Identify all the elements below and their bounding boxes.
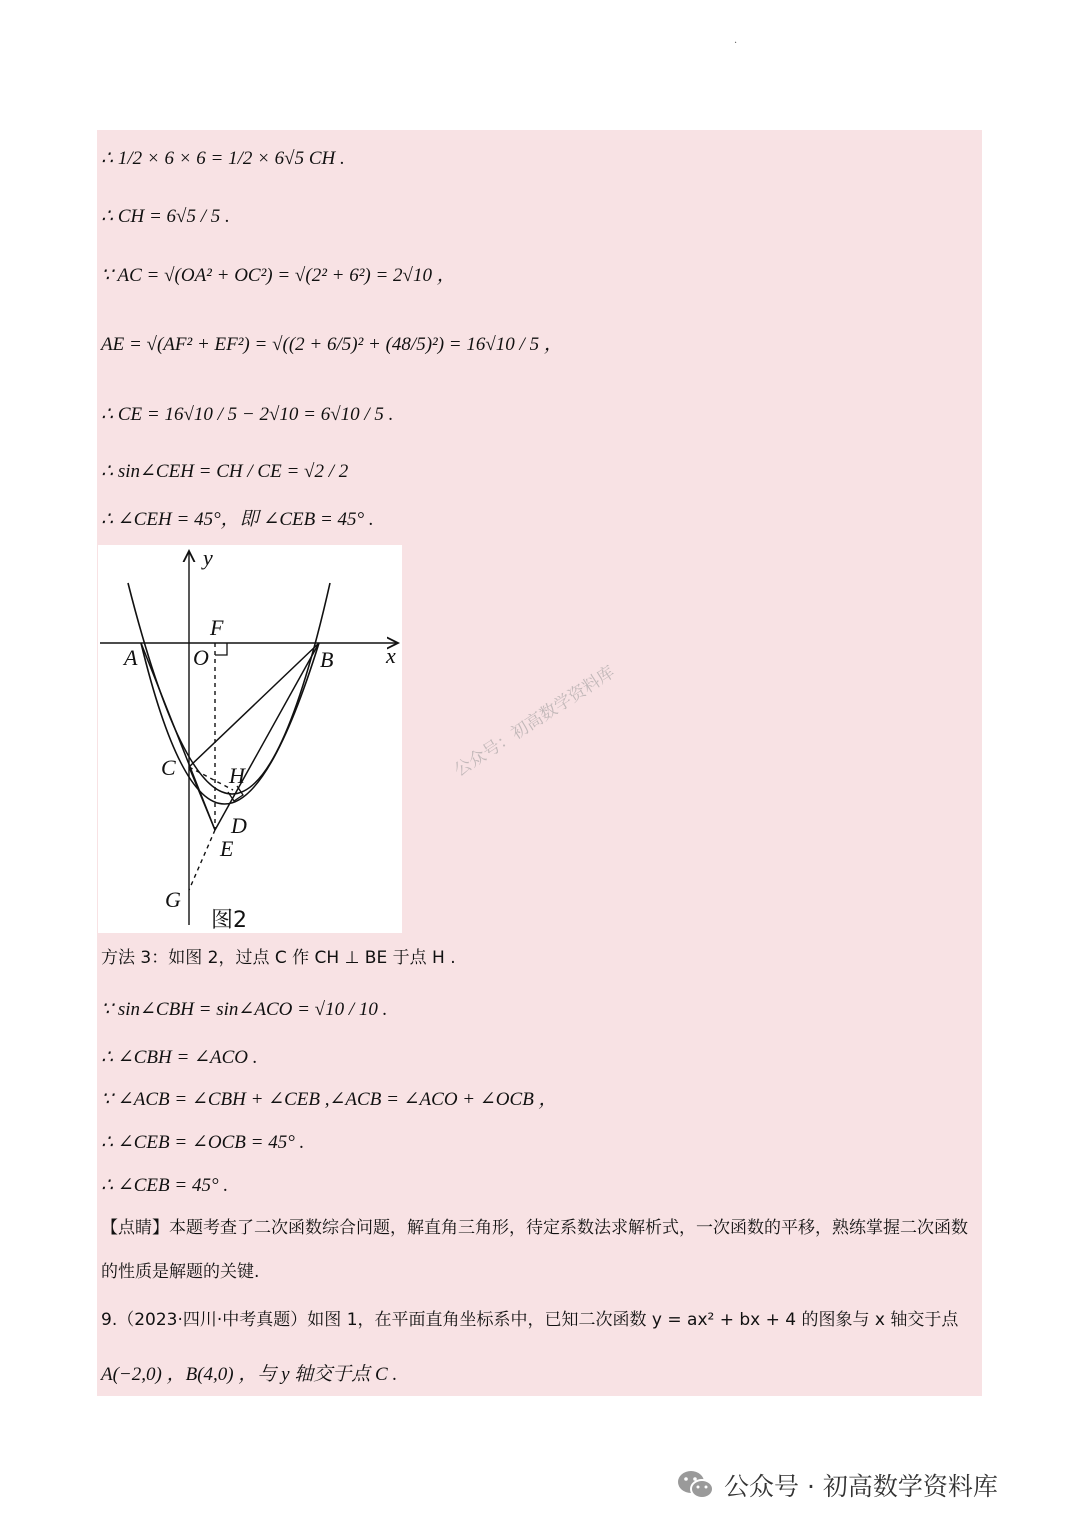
label-x: x <box>386 643 396 668</box>
label-d: D <box>231 813 247 838</box>
dashed-eg <box>189 830 215 890</box>
footer-text: 公众号 · 初高数学资料库 <box>724 1472 998 1501</box>
method3-line-1: 方法 3：如图 2，过点 C 作 CH ⊥ BE 于点 H . <box>101 948 456 968</box>
solution-line-4: AE = √(AF² + EF²) = √((2 + 6/5)² + (48/5)²) = 16√10 / 5 ， <box>101 334 563 355</box>
method3-line-6: ∴ ∠CEB = 45° . <box>101 1175 229 1196</box>
label-g: G <box>165 887 181 912</box>
label-o: O <box>193 645 209 670</box>
method3-line-4: ∵ ∠ACB = ∠CBH + ∠CEB ,∠ACB = ∠ACO + ∠OCB ， <box>101 1089 558 1110</box>
line-eb <box>215 643 319 830</box>
method3-line-5: ∴ ∠CEB = ∠OCB = 45° . <box>101 1132 305 1153</box>
solution-line-2: ∴ CH = 6√5 / 5 . <box>101 206 230 227</box>
solution-line-7: ∴ ∠CEH = 45°，即 ∠CEB = 45° . <box>101 509 374 530</box>
solution-line-3: ∵ AC = √(OA² + OC²) = √(2² + 6²) = 2√10 ， <box>101 265 456 286</box>
right-angle-f <box>215 643 227 655</box>
parabola-diagram <box>98 545 402 933</box>
problem9-line-2: A(−2,0) ，B(4,0) ，与 y 轴交于点 C . <box>101 1364 398 1385</box>
label-a: A <box>124 645 138 670</box>
label-y: y <box>203 545 213 570</box>
comment-paragraph: 【点睛】本题考查了二次函数综合问题，解直角三角形，待定系数法求解析式，一次函数的平移，熟练掌握二次函数的性质是解题的关键. <box>101 1218 968 1282</box>
figure-caption: 图2 <box>211 908 247 933</box>
problem9-line-1: 9.（2023·四川·中考真题）如图 1，在平面直角坐标系中，已知二次函数 y = ax² + bx + 4 的图象与 x 轴交于点 <box>101 1310 959 1330</box>
label-c: C <box>161 755 176 780</box>
label-e: E <box>220 836 234 861</box>
label-b: B <box>320 647 334 672</box>
solution-line-5: ∴ CE = 16√10 / 5 − 2√10 = 6√10 / 5 . <box>101 404 394 425</box>
watermark: 公众号：初高数学资料库 <box>450 662 619 781</box>
corner-mark: · <box>734 38 738 49</box>
method3-line-3: ∴ ∠CBH = ∠ACO . <box>101 1047 258 1068</box>
figure-2 <box>98 545 402 933</box>
wechat-icon <box>676 1468 716 1502</box>
label-f: F <box>210 615 224 640</box>
label-h: H <box>229 763 245 788</box>
solution-line-1: ∴ 1/2 × 6 × 6 = 1/2 × 6√5 CH . <box>101 148 345 169</box>
footer <box>676 1462 998 1508</box>
solution-line-6: ∴ sin∠CEH = CH / CE = √2 / 2 <box>101 461 349 482</box>
method3-line-2: ∵ sin∠CBH = sin∠ACO = √10 / 10 . <box>101 999 388 1020</box>
